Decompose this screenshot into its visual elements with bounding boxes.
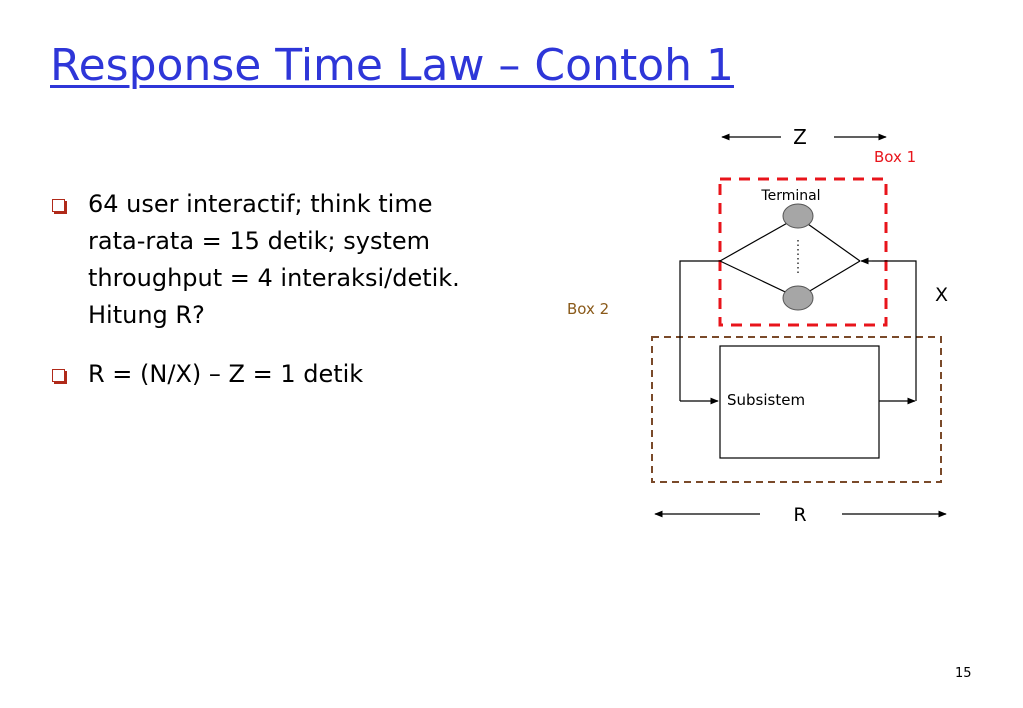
bullet-item (46, 186, 486, 334)
page-number: 15 (955, 666, 972, 681)
x-label: X (935, 284, 949, 306)
bullet-text: R = (N/X) – Z = 1 detik (88, 360, 364, 388)
terminal-node-bottom (783, 286, 813, 310)
box1-label: Box 1 (874, 148, 917, 166)
slide-title: Response Time Law – Contoh 1 (50, 40, 734, 91)
bullet-item (46, 356, 486, 393)
subsystem-label: Subsistem (727, 391, 806, 409)
z-label: Z (793, 125, 807, 149)
system-diagram (540, 110, 990, 540)
bullet-list (46, 186, 486, 415)
bullet-text: 64 user interactif; think time rata-rata = 15 detik; system throughput = 4 interaksi/detik. Hitung R? (88, 190, 460, 329)
terminal-node-top (783, 204, 813, 228)
r-label: R (793, 504, 807, 526)
square-bullet-icon (52, 369, 65, 382)
left-flow-line (680, 261, 720, 401)
terminal-label: Terminal (761, 188, 821, 204)
square-bullet-icon (52, 199, 65, 212)
box2-label: Box 2 (567, 300, 610, 318)
